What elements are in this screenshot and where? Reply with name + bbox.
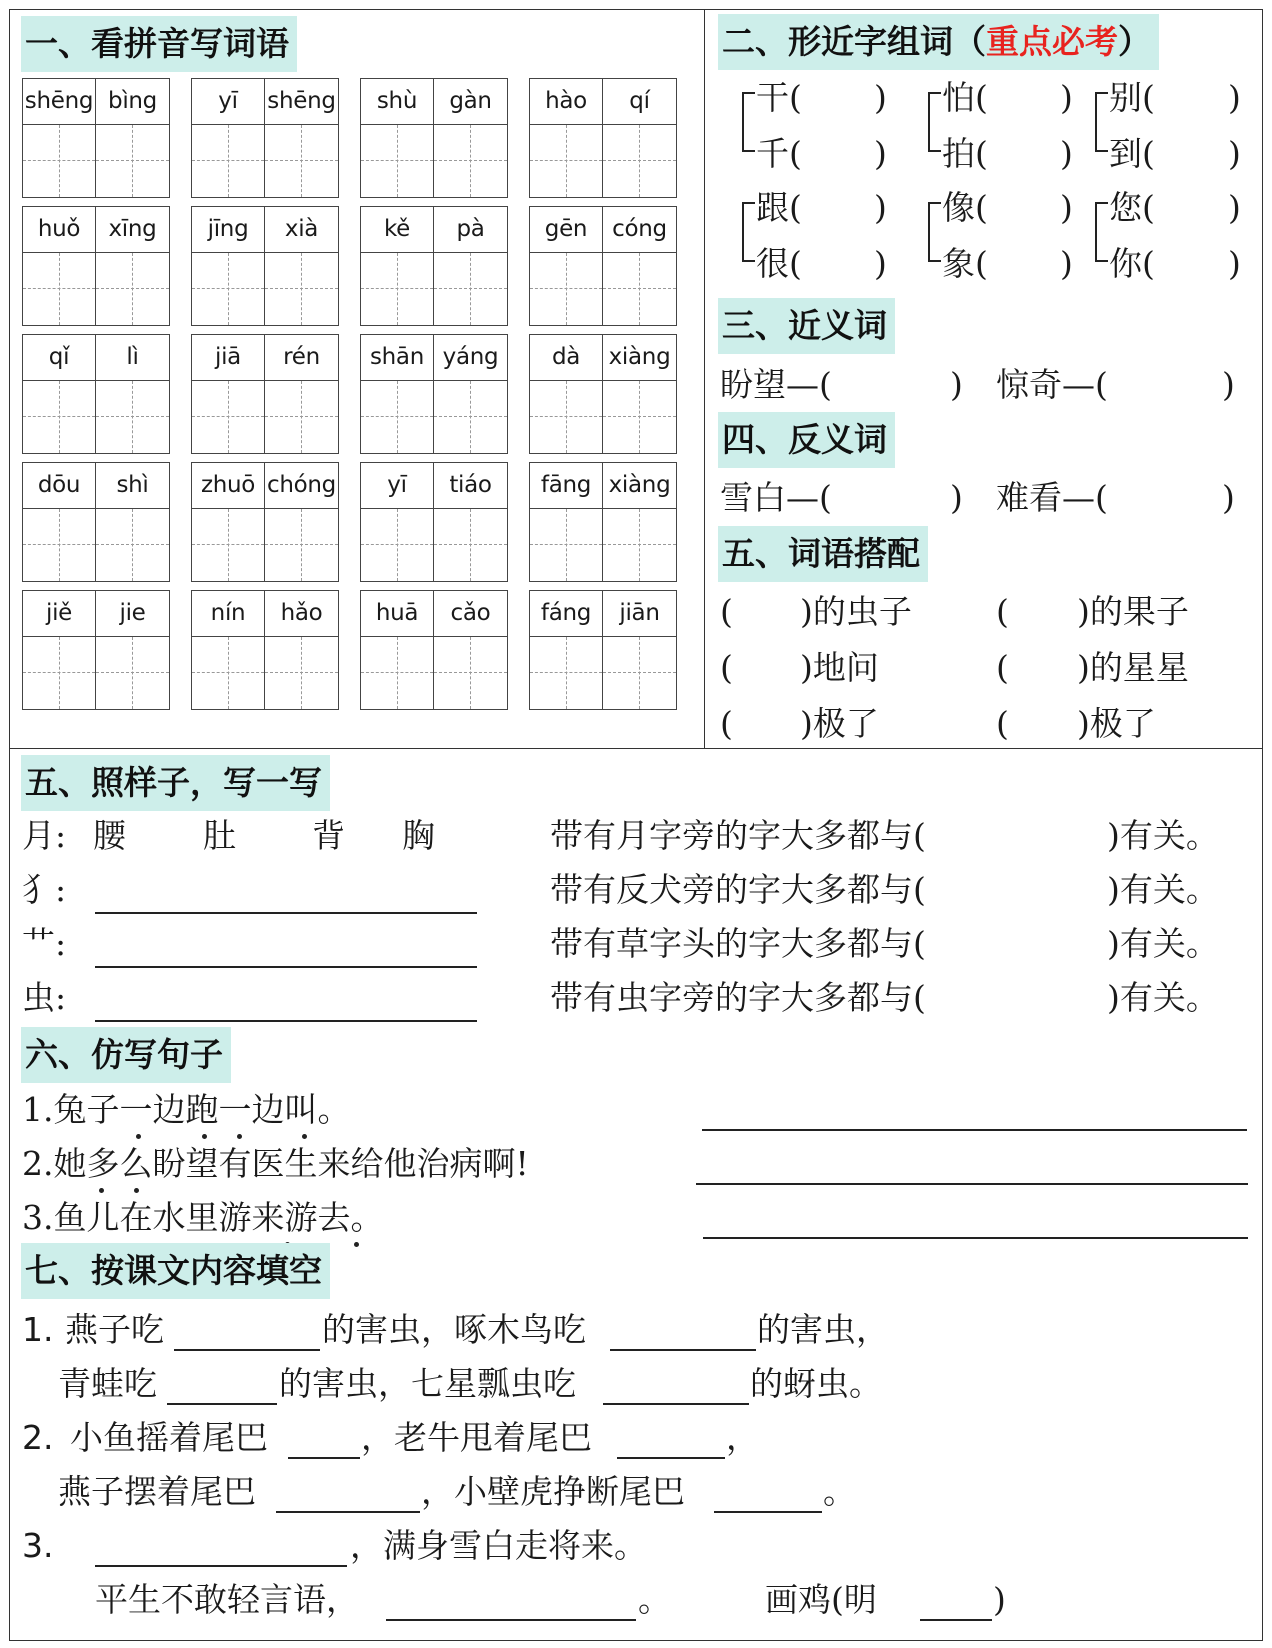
guide-line <box>132 125 133 197</box>
q3-source-close: ) <box>993 1580 1006 1619</box>
pinyin-word-cell <box>22 206 170 326</box>
character-writing-box[interactable] <box>265 253 338 325</box>
imitation-sentence-3: 3.鱼儿在水里游来游去。 <box>22 1198 384 1237</box>
section6-title: 六、仿写句子 <box>21 1027 231 1083</box>
emphasis-dot <box>237 1134 242 1139</box>
q2-part-e: ，小壁虎挣断尾巴 <box>421 1472 685 1511</box>
guide-line <box>639 509 640 581</box>
character-writing-box[interactable] <box>603 637 676 709</box>
section7-title: 七、按课文内容填空 <box>21 1243 330 1299</box>
character-writing-box[interactable] <box>23 125 96 197</box>
pinyin-word-cell <box>529 206 677 326</box>
pinyin-label: fáng <box>530 591 603 637</box>
guide-line <box>228 381 229 453</box>
pinyin-label: jie <box>96 591 169 637</box>
character-writing-box[interactable] <box>23 381 96 453</box>
example-word-2: 肚 <box>203 816 236 855</box>
guide-line <box>301 253 302 325</box>
character-writing-box[interactable] <box>530 253 603 325</box>
guide-line <box>59 253 60 325</box>
synonym-item-1: 盼望—( <box>720 365 832 404</box>
vertical-divider <box>704 9 705 749</box>
pinyin-label: gàn <box>434 79 507 125</box>
example-word-1: 腰 <box>93 816 126 855</box>
emphasis-dot <box>354 1242 359 1247</box>
pinyin-label: yī <box>192 79 265 125</box>
pinyin-word-cell <box>22 590 170 710</box>
pinyin-label: dà <box>530 335 603 381</box>
q1-number: 1. <box>22 1310 54 1349</box>
character-writing-box[interactable] <box>530 381 603 453</box>
similar-char-close: ) <box>1228 78 1241 117</box>
guide-line <box>301 637 302 709</box>
q2-part-a: 小鱼摇着尾巴 <box>70 1418 268 1457</box>
emphasis-dot <box>136 1134 141 1139</box>
bracket-icon <box>928 202 941 262</box>
pinyin-label: jīng <box>192 207 265 253</box>
pinyin-word-cell <box>360 462 508 582</box>
matching-item: )的虫子 <box>800 592 912 631</box>
similar-char-close: ) <box>874 244 887 283</box>
character-writing-box[interactable] <box>361 509 434 581</box>
similar-char-item: 像( <box>942 188 988 227</box>
example-word-4: 胸 <box>402 816 435 855</box>
radical-cao: 艹: <box>22 924 67 963</box>
pinyin-word-cell <box>22 334 170 454</box>
pinyin-word-cell <box>191 334 339 454</box>
bracket-icon <box>742 202 755 262</box>
radical-sentence-end-4: )有关。 <box>1107 978 1219 1017</box>
q1-blank-3[interactable] <box>167 1403 277 1405</box>
pinyin-word-cell <box>191 462 339 582</box>
similar-char-close: ) <box>874 188 887 227</box>
radical-quan: 犭: <box>22 870 67 909</box>
section2-title-highlight: 重点必考 <box>986 22 1118 61</box>
radical-sentence-1: 带有月字旁的字大多都与( <box>550 816 926 855</box>
radical-chong: 虫: <box>22 978 67 1017</box>
q2-part-b: ，老牛甩着尾巴 <box>361 1418 592 1457</box>
q2-number: 2. <box>22 1418 54 1457</box>
pinyin-label: nín <box>192 591 265 637</box>
character-writing-box[interactable] <box>361 381 434 453</box>
similar-char-close: ) <box>1228 244 1241 283</box>
matching-open: ( <box>720 648 733 687</box>
character-writing-box[interactable] <box>434 253 507 325</box>
pinyin-label: chóng <box>265 463 338 509</box>
radical-sentence-end-3: )有关。 <box>1107 924 1219 963</box>
matching-open: ( <box>996 592 1009 631</box>
radical-sentence-4: 带有虫字旁的字大多都与( <box>550 978 926 1017</box>
radical-sentence-2: 带有反犬旁的字大多都与( <box>550 870 926 909</box>
pinyin-label: hǎo <box>265 591 338 637</box>
similar-char-close: ) <box>1060 188 1073 227</box>
character-writing-box[interactable] <box>361 637 434 709</box>
character-writing-box[interactable] <box>192 381 265 453</box>
similar-char-item: 你( <box>1109 244 1155 283</box>
guide-line <box>566 253 567 325</box>
guide-line <box>639 253 640 325</box>
radical-chong-blank[interactable] <box>95 1020 477 1022</box>
guide-line <box>132 381 133 453</box>
character-writing-box[interactable] <box>265 381 338 453</box>
pinyin-label: xiàng <box>603 463 676 509</box>
pinyin-label: huǒ <box>23 207 96 253</box>
guide-line <box>470 637 471 709</box>
character-writing-box[interactable] <box>434 381 507 453</box>
section2-title <box>718 14 1159 70</box>
character-writing-box[interactable] <box>265 125 338 197</box>
pinyin-label: cóng <box>603 207 676 253</box>
guide-line <box>566 125 567 197</box>
bracket-icon <box>1095 92 1108 152</box>
pinyin-label: yáng <box>434 335 507 381</box>
q1-part-f: 的蚜虫。 <box>750 1364 882 1403</box>
emphasis-dot <box>134 1188 139 1193</box>
pinyin-word-cell <box>360 78 508 198</box>
similar-char-item: 拍( <box>942 134 988 173</box>
pinyin-label: shēng <box>265 79 338 125</box>
character-writing-box[interactable] <box>603 125 676 197</box>
pinyin-label: fāng <box>530 463 603 509</box>
pinyin-label: lì <box>96 335 169 381</box>
character-writing-box[interactable] <box>96 509 169 581</box>
matching-open: ( <box>720 592 733 631</box>
antonym-close-1: ) <box>950 478 963 517</box>
character-writing-box[interactable] <box>265 637 338 709</box>
character-writing-box[interactable] <box>434 509 507 581</box>
bracket-icon <box>928 92 941 152</box>
example-radical: 月: <box>22 816 67 855</box>
synonym-close-2: ) <box>1222 365 1235 404</box>
q2-blank-3[interactable] <box>276 1511 420 1513</box>
similar-char-item: 别( <box>1109 78 1155 117</box>
antonym-close-2: ) <box>1222 478 1235 517</box>
similar-char-close: ) <box>1060 134 1073 173</box>
section1-title: 一、看拼音写词语 <box>21 16 297 72</box>
pinyin-label: huā <box>361 591 434 637</box>
emphasis-dot <box>99 1188 104 1193</box>
character-writing-box[interactable] <box>192 125 265 197</box>
pinyin-label: shù <box>361 79 434 125</box>
q1-blank-1[interactable] <box>174 1349 320 1351</box>
similar-char-item: 很( <box>756 244 802 283</box>
character-writing-box[interactable] <box>96 253 169 325</box>
radical-sentence-3: 带有草字头的字大多都与( <box>550 924 926 963</box>
pinyin-label: cǎo <box>434 591 507 637</box>
bracket-icon <box>742 92 755 152</box>
q2-blank-2[interactable] <box>617 1457 725 1459</box>
section2-title-prefix: 二、形近字组词（ <box>722 22 986 61</box>
bracket-icon <box>1095 202 1108 262</box>
guide-line <box>397 125 398 197</box>
character-writing-box[interactable] <box>23 637 96 709</box>
matching-item: )地问 <box>800 648 879 687</box>
imitation-sentence-2: 2.她多么盼望有医生来给他治病啊! <box>22 1144 529 1183</box>
imitation-sentence-1: 1.兔子一边跑一边叫。 <box>22 1090 351 1129</box>
pinyin-label: xiàng <box>603 335 676 381</box>
matching-item: )的星星 <box>1077 648 1189 687</box>
pinyin-word-cell <box>529 334 677 454</box>
guide-line <box>228 253 229 325</box>
antonym-item-1: 雪白—( <box>720 478 832 517</box>
pinyin-label: shì <box>96 463 169 509</box>
pinyin-word-cell <box>191 590 339 710</box>
section3-title: 三、近义词 <box>718 298 895 354</box>
similar-char-item: 怕( <box>942 78 988 117</box>
guide-line <box>470 381 471 453</box>
q3-number: 3. <box>22 1526 54 1565</box>
guide-line <box>228 125 229 197</box>
pinyin-word-cell <box>191 206 339 326</box>
guide-line <box>566 509 567 581</box>
pinyin-label: tiáo <box>434 463 507 509</box>
guide-line <box>470 125 471 197</box>
character-writing-box[interactable] <box>23 509 96 581</box>
character-writing-box[interactable] <box>434 125 507 197</box>
character-writing-box[interactable] <box>603 381 676 453</box>
pinyin-label: qǐ <box>23 335 96 381</box>
guide-line <box>397 509 398 581</box>
section2-title-suffix: ） <box>1118 22 1151 61</box>
matching-open: ( <box>996 648 1009 687</box>
q1-part-c: 的害虫， <box>757 1310 889 1349</box>
character-writing-box[interactable] <box>603 509 676 581</box>
character-writing-box[interactable] <box>96 125 169 197</box>
pinyin-word-cell <box>22 78 170 198</box>
similar-char-close: ) <box>1060 244 1073 283</box>
q1-part-b: 的害虫，啄木鸟吃 <box>322 1310 586 1349</box>
guide-line <box>639 637 640 709</box>
matching-open: ( <box>996 704 1009 743</box>
pinyin-label: xīng <box>96 207 169 253</box>
radical-cao-blank[interactable] <box>95 966 477 968</box>
pinyin-word-cell <box>529 462 677 582</box>
guide-line <box>397 381 398 453</box>
character-writing-box[interactable] <box>192 253 265 325</box>
guide-line <box>470 253 471 325</box>
imitation-blank-3[interactable] <box>703 1237 1248 1239</box>
similar-char-close: ) <box>874 78 887 117</box>
pinyin-label: dōu <box>23 463 96 509</box>
similar-char-item: 您( <box>1109 188 1155 227</box>
guide-line <box>470 509 471 581</box>
q2-blank-4[interactable] <box>714 1511 822 1513</box>
pinyin-label: jiān <box>603 591 676 637</box>
guide-line <box>132 253 133 325</box>
pinyin-word-cell <box>360 206 508 326</box>
emphasis-dot <box>302 1134 307 1139</box>
pinyin-label: rén <box>265 335 338 381</box>
similar-char-close: ) <box>1228 134 1241 173</box>
character-writing-box[interactable] <box>192 509 265 581</box>
similar-char-item: 到( <box>1109 134 1155 173</box>
q1-part-d: 青蛙吃 <box>58 1364 157 1403</box>
radical-sentence-end-1: )有关。 <box>1107 816 1219 855</box>
character-writing-box[interactable] <box>23 253 96 325</box>
character-writing-box[interactable] <box>96 637 169 709</box>
q1-blank-4[interactable] <box>603 1403 749 1405</box>
guide-line <box>639 125 640 197</box>
q3-blank-2[interactable] <box>386 1619 636 1621</box>
pinyin-label: jiě <box>23 591 96 637</box>
pinyin-label: zhuō <box>192 463 265 509</box>
similar-char-item: 千( <box>756 134 802 173</box>
pinyin-word-cell <box>22 462 170 582</box>
pinyin-label: shēng <box>23 79 96 125</box>
similar-char-close: ) <box>1228 188 1241 227</box>
pinyin-label: pà <box>434 207 507 253</box>
guide-line <box>397 253 398 325</box>
similar-char-item: 干( <box>756 78 802 117</box>
character-writing-box[interactable] <box>361 253 434 325</box>
pinyin-word-cell <box>360 334 508 454</box>
pinyin-label: kě <box>361 207 434 253</box>
q3-blank-1[interactable] <box>95 1565 347 1567</box>
matching-item: )极了 <box>1077 704 1156 743</box>
section4-title: 四、反义词 <box>718 412 895 468</box>
pinyin-label: xià <box>265 207 338 253</box>
similar-char-item: 象( <box>942 244 988 283</box>
q2-part-d: 燕子摆着尾巴 <box>58 1472 256 1511</box>
character-writing-box[interactable] <box>530 125 603 197</box>
q3-blank-3[interactable] <box>920 1619 992 1621</box>
q1-part-e: 的害虫，七星瓢虫吃 <box>279 1364 576 1403</box>
pinyin-label: hào <box>530 79 603 125</box>
pinyin-word-cell <box>529 78 677 198</box>
character-writing-box[interactable] <box>96 381 169 453</box>
pinyin-label: shān <box>361 335 434 381</box>
synonym-close-1: ) <box>950 365 963 404</box>
pinyin-word-cell <box>529 590 677 710</box>
section5a-title: 五、词语搭配 <box>718 526 928 582</box>
guide-line <box>59 125 60 197</box>
q1-blank-2[interactable] <box>610 1349 756 1351</box>
antonym-item-2: 难看—( <box>996 478 1108 517</box>
character-writing-box[interactable] <box>603 253 676 325</box>
pinyin-label: jiā <box>192 335 265 381</box>
q2-part-c: ， <box>726 1418 759 1457</box>
similar-char-item: 跟( <box>756 188 802 227</box>
pinyin-label: yī <box>361 463 434 509</box>
synonym-item-2: 惊奇—( <box>996 365 1108 404</box>
radical-sentence-end-2: )有关。 <box>1107 870 1219 909</box>
character-writing-box[interactable] <box>265 509 338 581</box>
imitation-blank-1[interactable] <box>702 1129 1247 1131</box>
guide-line <box>397 637 398 709</box>
imitation-blank-2[interactable] <box>696 1183 1248 1185</box>
similar-char-close: ) <box>1060 78 1073 117</box>
guide-line <box>566 637 567 709</box>
pinyin-label: bìng <box>96 79 169 125</box>
guide-line <box>228 509 229 581</box>
q2-part-f: 。 <box>823 1472 856 1511</box>
guide-line <box>132 637 133 709</box>
guide-line <box>301 381 302 453</box>
character-writing-box[interactable] <box>530 509 603 581</box>
q1-part-a: 燕子吃 <box>65 1310 164 1349</box>
q3-part-a: ，满身雪白走将来。 <box>350 1526 647 1565</box>
q3-source: 画鸡(明 <box>765 1580 877 1619</box>
guide-line <box>301 509 302 581</box>
guide-line <box>228 637 229 709</box>
horizontal-divider <box>9 748 1263 749</box>
example-word-3: 背 <box>312 816 345 855</box>
guide-line <box>132 509 133 581</box>
q3-part-b: 平生不敢轻言语， <box>95 1580 359 1619</box>
pinyin-word-cell <box>360 590 508 710</box>
character-writing-box[interactable] <box>192 637 265 709</box>
guide-line <box>301 125 302 197</box>
q3-part-c: 。 <box>638 1580 671 1619</box>
matching-open: ( <box>720 704 733 743</box>
guide-line <box>59 509 60 581</box>
guide-line <box>639 381 640 453</box>
pinyin-label: gēn <box>530 207 603 253</box>
guide-line <box>59 637 60 709</box>
pinyin-word-cell <box>191 78 339 198</box>
guide-line <box>59 381 60 453</box>
character-writing-box[interactable] <box>434 637 507 709</box>
emphasis-dot <box>202 1134 207 1139</box>
pinyin-label: qí <box>603 79 676 125</box>
section5b-title: 五、照样子，写一写 <box>21 755 330 811</box>
guide-line <box>566 381 567 453</box>
radical-quan-blank[interactable] <box>95 912 477 914</box>
similar-char-close: ) <box>874 134 887 173</box>
matching-item: )极了 <box>800 704 879 743</box>
q2-blank-1[interactable] <box>288 1457 360 1459</box>
matching-item: )的果子 <box>1077 592 1189 631</box>
character-writing-box[interactable] <box>530 637 603 709</box>
character-writing-box[interactable] <box>361 125 434 197</box>
